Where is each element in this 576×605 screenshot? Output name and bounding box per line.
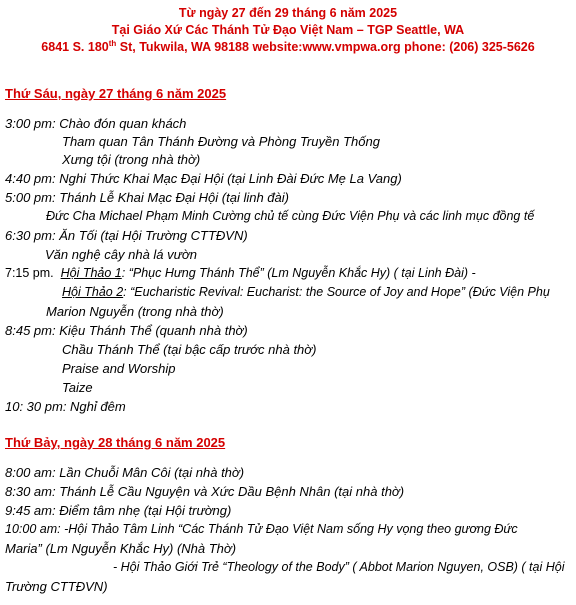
schedule-line: 8:45 pm: Kiệu Thánh Thể (quanh nhà thờ)	[5, 323, 248, 338]
day2-title: Thứ Bảy, ngày 28 tháng 6 năm 2025	[5, 435, 226, 450]
schedule-line: 9:45 am: Điểm tâm nhẹ (tại Hội trường)	[5, 503, 232, 518]
schedule-line: 4:40 pm: Nghi Thức Khai Mạc Đại Hội (tại Linh Đài Đức Mẹ La Vang)	[5, 171, 402, 186]
schedule-line: 6:30 pm: Ăn Tối (tại Hội Trường CTTĐVN)	[5, 228, 248, 243]
address-rest: St, Tukwila, WA 98188 website:www.vmpwa.org phone: (206) 325-5626	[116, 40, 535, 54]
workshop-1-text: : “Phục Hưng Thánh Thể” (Lm Nguyễn Khắc Hy) ( tại Linh Đài) -	[121, 266, 476, 280]
header-dates: Từ ngày 27 đến 29 tháng 6 năm 2025	[178, 6, 398, 20]
schedule-line: 8:00 am: Lần Chuỗi Mân Côi (tại nhà thờ)	[5, 465, 245, 480]
day1-title: Thứ Sáu, ngày 27 tháng 6 năm 2025	[5, 86, 227, 101]
schedule-line-workshop-1	[5, 265, 476, 282]
schedule-line: Marion Nguyễn (trong nhà thờ)	[46, 304, 224, 319]
schedule-line: Praise and Worship	[62, 361, 176, 376]
schedule-line-workshop-2	[62, 284, 550, 301]
schedule-line: 8:30 am: Thánh Lễ Cầu Nguyện và Xức Dầu Bệnh Nhân (tại nhà thờ)	[5, 484, 405, 499]
schedule-line: Trường CTTĐVN)	[5, 579, 108, 594]
schedule-line: Taize	[62, 380, 93, 395]
schedule-line: Văn nghệ cây nhà lá vườn	[45, 247, 197, 262]
workshop-2-label: Hội Thảo 2	[62, 285, 124, 299]
workshop-1-label: Hội Thảo 1	[60, 266, 122, 280]
schedule-line: 3:00 pm: Chào đón quan khách	[5, 116, 187, 131]
schedule-line: Tham quan Tân Thánh Đường và Phòng Truyền Thống	[62, 134, 380, 149]
address-number: 6841 S. 180	[41, 40, 109, 54]
header-venue: Tại Giáo Xứ Các Thánh Tử Đạo Việt Nam – TGP Seattle, WA	[111, 23, 465, 37]
schedule-line: 5:00 pm: Thánh Lễ Khai Mạc Đại Hội (tại linh đài)	[5, 190, 289, 205]
schedule-line: 10:00 am: -Hội Thảo Tâm Linh “Các Thánh Tử Đạo Việt Nam sống Hy vọng theo gương Đức	[5, 522, 518, 536]
schedule-line: Xưng tội (trong nhà thờ)	[62, 152, 201, 167]
schedule-line: - Hội Thảo Giới Trẻ “Theology of the Body” ( Abbot Marion Nguyen, OSB) ( tại Hội	[113, 560, 565, 574]
schedule-line: Chầu Thánh Thể (tại bậc cấp trước nhà thờ)	[62, 342, 317, 357]
schedule-line: Đức Cha Michael Phạm Minh Cường chủ tế cùng Đức Viện Phụ và các linh mục đồng tế	[46, 209, 535, 223]
header-address	[0, 39, 576, 55]
time-label: 7:15 pm.	[5, 266, 54, 280]
address-superscript: th	[108, 38, 117, 48]
schedule-line: Maria” (Lm Nguyễn Khắc Hy) (Nhà Thờ)	[5, 541, 237, 556]
workshop-2-text: : “Eucharistic Revival: Eucharist: the Source of Joy and Hope” (Đức Viện Phụ	[123, 285, 550, 299]
schedule-line: 10: 30 pm: Nghỉ đêm	[5, 399, 126, 414]
